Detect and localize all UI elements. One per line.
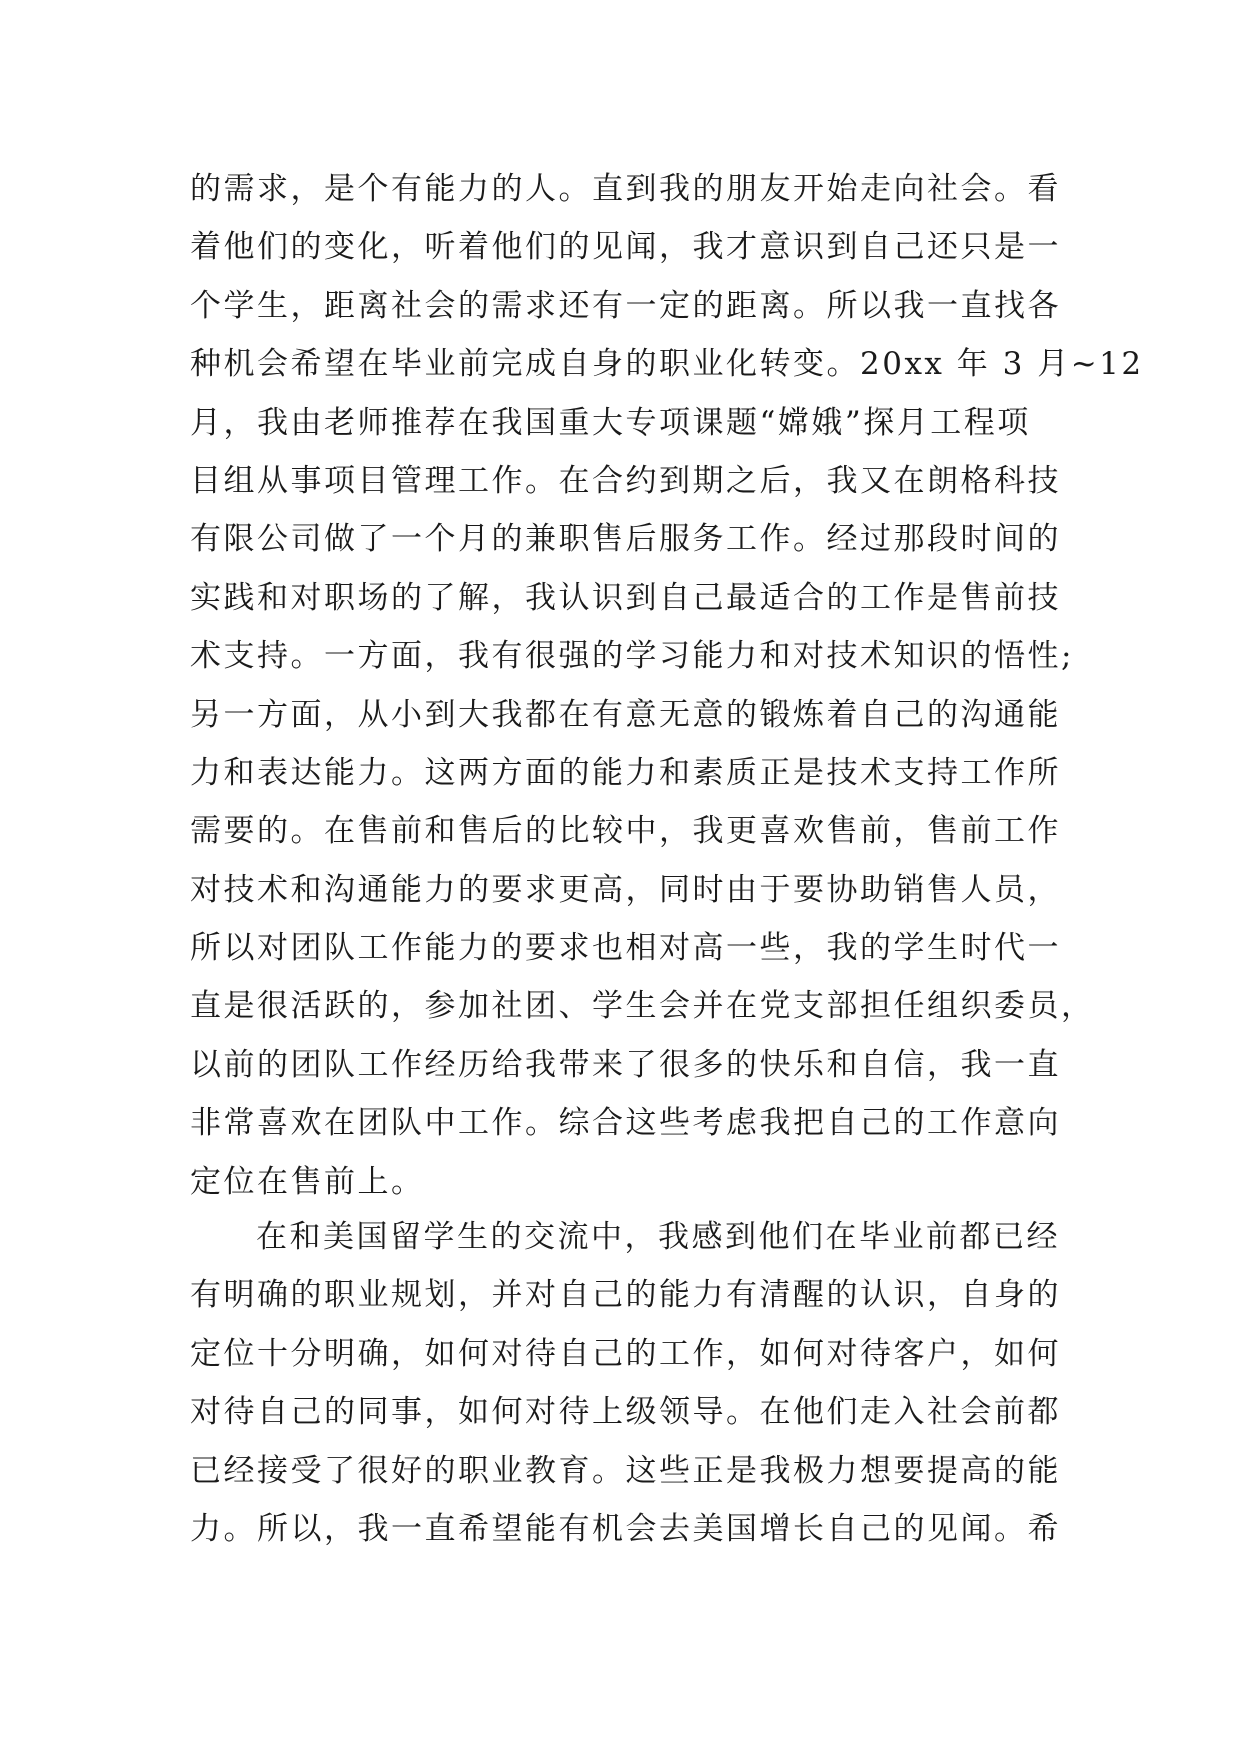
text-line: 有明确的职业规划，并对自己的能力有清醒的认识，自身的	[190, 1277, 1061, 1314]
paragraph-2	[190, 1208, 1060, 1558]
text-line: 着他们的变化，听着他们的见闻，我才意识到自己还只是一	[190, 229, 1061, 266]
text-line: 另一方面，从小到大我都在有意无意的锻炼着自己的沟通能	[190, 696, 1061, 733]
text-line: 术支持。一方面，我有很强的学习能力和对技术知识的悟性;	[190, 638, 1074, 675]
text-line: 对技术和沟通能力的要求更高，同时由于要协助销售人员，	[190, 871, 1061, 908]
paragraph-1	[190, 160, 1144, 1211]
text-line-indented: 在和美国留学生的交流中，我感到他们在毕业前都已经	[256, 1219, 1060, 1255]
text-line: 力。所以，我一直希望能有机会去美国增长自己的见闻。希	[190, 1510, 1061, 1547]
text-line: 所以对团队工作能力的要求也相对高一些，我的学生时代一	[190, 930, 1061, 967]
text-line: 目组从事项目管理工作。在合约到期之后，我又在朗格科技	[190, 462, 1061, 499]
text-line: 非常喜欢在团队中工作。综合这些考虑我把自己的工作意向	[190, 1105, 1061, 1142]
text-line: 定位在售前上。	[190, 1163, 425, 1200]
text-line: 已经接受了很好的职业教育。这些正是我极力想要提高的能	[190, 1452, 1061, 1489]
text-line: 需要的。在售前和售后的比较中，我更喜欢售前，售前工作	[190, 813, 1061, 850]
text-line: 以前的团队工作经历给我带来了很多的快乐和自信，我一直	[190, 1046, 1061, 1083]
text-line: 力和表达能力。这两方面的能力和素质正是技术支持工作所	[190, 754, 1061, 791]
text-line: 直是很活跃的，参加社团、学生会并在党支部担任组织委员，	[190, 988, 1095, 1025]
text-line: 有限公司做了一个月的兼职售后服务工作。经过那段时间的	[190, 521, 1061, 558]
text-line: 对待自己的同事，如何对待上级领导。在他们走入社会前都	[190, 1394, 1061, 1431]
text-line: 的需求，是个有能力的人。直到我的朋友开始走向社会。看	[190, 171, 1061, 207]
text-line: 月，我由老师推荐在我国重大专项课题“嫦娥”探月工程项	[190, 404, 1031, 441]
text-line: 种机会希望在毕业前完成自身的职业化转变。20xx 年 3 月~12	[190, 346, 1144, 383]
text-line: 实践和对职场的了解，我认识到自己最适合的工作是售前技	[190, 579, 1061, 616]
text-line: 定位十分明确，如何对待自己的工作，如何对待客户，如何	[190, 1335, 1061, 1372]
text-line: 个学生，距离社会的需求还有一定的距离。所以我一直找各	[190, 287, 1061, 324]
